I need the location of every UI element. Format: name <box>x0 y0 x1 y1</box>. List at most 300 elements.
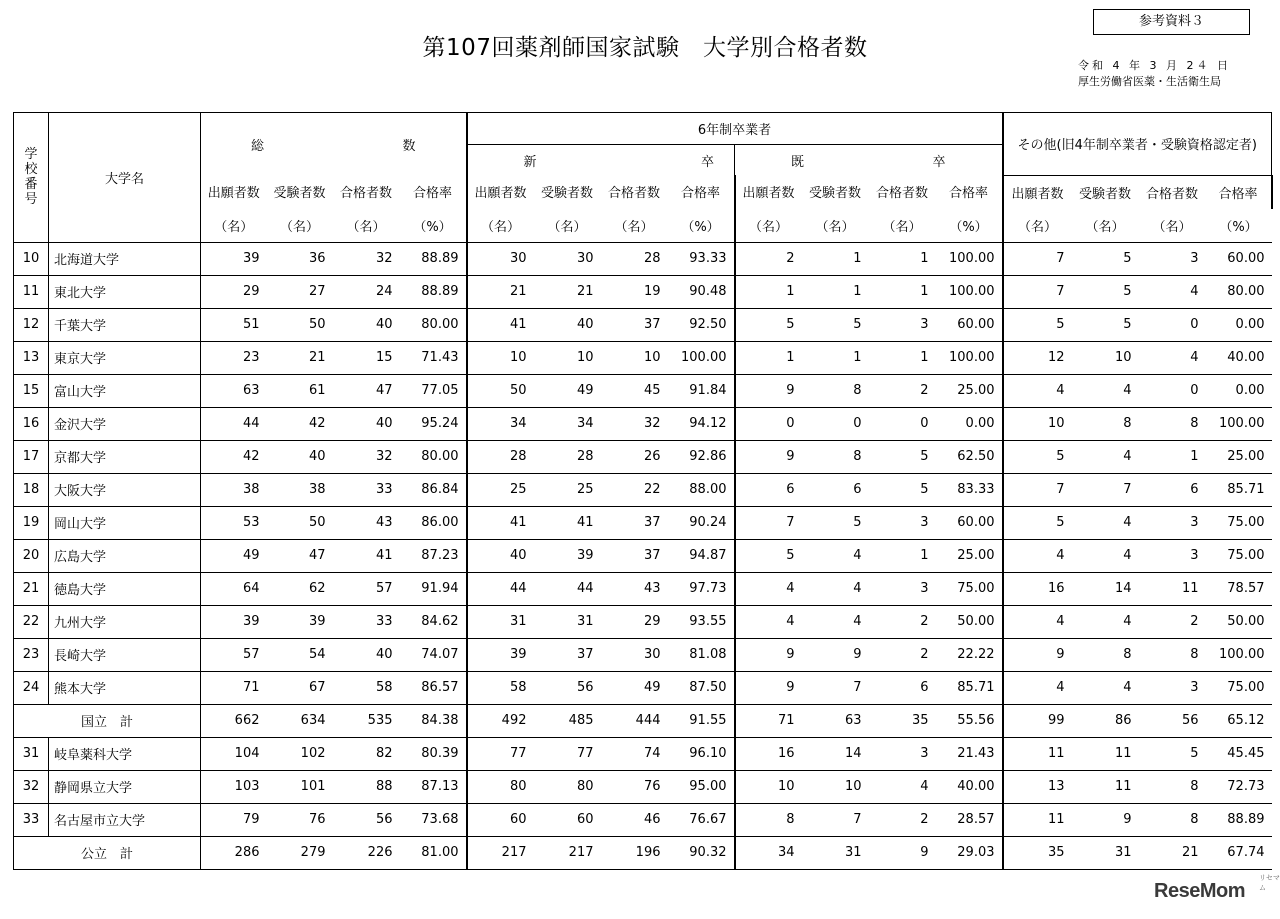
table-cell: 60 <box>534 803 601 836</box>
table-cell: 92.86 <box>668 440 735 473</box>
column-unit: （名） <box>869 209 936 243</box>
table-cell: 31 <box>802 836 869 869</box>
table-row <box>14 539 1272 572</box>
table-cell: 39 <box>467 638 534 671</box>
table-cell: 91.55 <box>668 704 735 737</box>
table-cell: 39 <box>201 605 267 638</box>
table-cell: 634 <box>267 704 333 737</box>
table-cell: 2 <box>869 605 936 638</box>
table-cell: 11 <box>1072 737 1139 770</box>
univ-name: 広島大学 <box>49 539 201 572</box>
univ-name: 千葉大学 <box>49 308 201 341</box>
table-cell: 84.38 <box>400 704 467 737</box>
table-cell: 25 <box>467 473 534 506</box>
column-label: 合格者数 <box>607 186 660 202</box>
table-cell: 67.74 <box>1206 836 1272 869</box>
table-cell: 14 <box>1072 572 1139 605</box>
table-cell: 26 <box>601 440 668 473</box>
table-cell: 93.33 <box>668 242 735 275</box>
table-cell: 100.00 <box>1206 638 1272 671</box>
table-cell: 88 <box>333 770 400 803</box>
table-cell: 90.24 <box>668 506 735 539</box>
column-unit: （%） <box>1206 209 1272 243</box>
table-cell: 1 <box>869 341 936 374</box>
table-cell: 82 <box>333 737 400 770</box>
univ-name: 東北大学 <box>49 275 201 308</box>
table-cell: 21.43 <box>936 737 1003 770</box>
table-cell: 1 <box>1139 440 1206 473</box>
table-cell: 71.43 <box>400 341 467 374</box>
table-cell: 15 <box>333 341 400 374</box>
table-cell: 5 <box>735 308 802 341</box>
table-cell: 92.50 <box>668 308 735 341</box>
header-new-grad: 新 卒 <box>467 145 735 176</box>
table-cell: 7 <box>1003 275 1072 308</box>
table-cell: 21 <box>467 275 534 308</box>
column-unit: （名） <box>601 209 668 243</box>
table-cell: 25.00 <box>1206 440 1272 473</box>
table-cell: 492 <box>467 704 534 737</box>
column-label: 受験者数 <box>273 186 326 202</box>
table-cell: 9 <box>735 440 802 473</box>
table-cell: 32 <box>333 440 400 473</box>
table-cell: 34 <box>467 407 534 440</box>
table-cell: 444 <box>601 704 668 737</box>
table-cell: 60.00 <box>1206 242 1272 275</box>
header-six-year: 6年制卒業者 <box>467 113 1003 145</box>
table-cell: 58 <box>467 671 534 704</box>
table-cell: 80.00 <box>400 308 467 341</box>
table-cell: 53 <box>201 506 267 539</box>
table-cell: 3 <box>869 506 936 539</box>
table-cell: 50.00 <box>936 605 1003 638</box>
table-cell: 72.73 <box>1206 770 1272 803</box>
table-cell: 57 <box>333 572 400 605</box>
table-cell: 29 <box>201 275 267 308</box>
table-cell: 10 <box>534 341 601 374</box>
table-cell: 4 <box>1072 506 1139 539</box>
univ-name: 名古屋市立大学 <box>49 803 201 836</box>
table-cell: 4 <box>1003 374 1072 407</box>
table-cell: 6 <box>735 473 802 506</box>
table-row <box>14 572 1272 605</box>
univ-name: 富山大学 <box>49 374 201 407</box>
table-cell: 71 <box>735 704 802 737</box>
table-cell: 46 <box>601 803 668 836</box>
table-cell: 61 <box>267 374 333 407</box>
resemom-logo-kana: リセマム <box>1259 874 1280 892</box>
table-cell: 8 <box>1139 407 1206 440</box>
table-cell: 79 <box>201 803 267 836</box>
univ-name: 大阪大学 <box>49 473 201 506</box>
subtotal-row <box>14 836 1272 869</box>
table-cell: 2 <box>869 803 936 836</box>
table-row <box>14 506 1272 539</box>
table-row <box>14 803 1272 836</box>
table-cell: 88.89 <box>1206 803 1272 836</box>
table-cell: 28 <box>534 440 601 473</box>
table-cell: 76.67 <box>668 803 735 836</box>
school-no: 11 <box>14 275 49 308</box>
table-cell: 5 <box>1139 737 1206 770</box>
table-cell: 9 <box>869 836 936 869</box>
table-cell: 88.89 <box>400 275 467 308</box>
table-cell: 31 <box>534 605 601 638</box>
table-cell: 8 <box>802 440 869 473</box>
table-cell: 40 <box>333 638 400 671</box>
school-no: 23 <box>14 638 49 671</box>
header-univ-name: 大学名 <box>49 113 201 243</box>
table-cell: 31 <box>1072 836 1139 869</box>
table-cell: 56 <box>1139 704 1206 737</box>
table-cell: 286 <box>201 836 267 869</box>
table-cell: 51 <box>201 308 267 341</box>
table-cell: 47 <box>267 539 333 572</box>
school-no: 22 <box>14 605 49 638</box>
table-cell: 7 <box>802 803 869 836</box>
table-cell: 97.73 <box>668 572 735 605</box>
table-cell: 80.00 <box>1206 275 1272 308</box>
univ-name: 東京大学 <box>49 341 201 374</box>
table-cell: 7 <box>1003 473 1072 506</box>
table-cell: 4 <box>1003 539 1072 572</box>
table-cell: 67 <box>267 671 333 704</box>
table-cell: 80 <box>534 770 601 803</box>
table-cell: 103 <box>201 770 267 803</box>
column-label: 受験者数 <box>1078 186 1131 202</box>
table-row <box>14 308 1272 341</box>
table-cell: 1 <box>802 341 869 374</box>
table-cell: 25.00 <box>936 374 1003 407</box>
table-cell: 0 <box>1139 374 1206 407</box>
table-cell: 8 <box>735 803 802 836</box>
table-cell: 29 <box>601 605 668 638</box>
table-row <box>14 407 1272 440</box>
table-cell: 8 <box>1139 803 1206 836</box>
column-label: 出願者数 <box>1003 175 1072 209</box>
table-cell: 25 <box>534 473 601 506</box>
table-cell: 9 <box>735 374 802 407</box>
table-cell: 95.00 <box>668 770 735 803</box>
table-cell: 30 <box>467 242 534 275</box>
resemom-logo: ReseMom <box>1154 880 1245 902</box>
table-cell: 10 <box>735 770 802 803</box>
table-cell: 21 <box>267 341 333 374</box>
table-cell: 8 <box>1139 770 1206 803</box>
table-cell: 41 <box>333 539 400 572</box>
table-cell: 41 <box>534 506 601 539</box>
table-row <box>14 605 1272 638</box>
table-cell: 3 <box>1139 539 1206 572</box>
table-cell: 84.62 <box>400 605 467 638</box>
table-cell: 41 <box>467 308 534 341</box>
results-table <box>13 112 1273 870</box>
table-cell: 662 <box>201 704 267 737</box>
column-unit: （名） <box>802 209 869 243</box>
column-label: 合格率 <box>680 186 720 202</box>
column-unit: （%） <box>936 209 1003 243</box>
table-cell: 11 <box>1139 572 1206 605</box>
table-cell: 6 <box>802 473 869 506</box>
table-cell: 4 <box>1139 275 1206 308</box>
column-unit: （名） <box>1072 209 1139 243</box>
table-cell: 5 <box>735 539 802 572</box>
table-cell: 24 <box>333 275 400 308</box>
table-cell: 85.71 <box>936 671 1003 704</box>
school-no: 33 <box>14 803 49 836</box>
table-cell: 39 <box>267 605 333 638</box>
table-cell: 0 <box>802 407 869 440</box>
school-no: 31 <box>14 737 49 770</box>
table-body <box>14 242 1272 869</box>
table-cell: 96.10 <box>668 737 735 770</box>
table-cell: 45 <box>601 374 668 407</box>
table-cell: 63 <box>802 704 869 737</box>
table-cell: 87.13 <box>400 770 467 803</box>
table-cell: 3 <box>869 572 936 605</box>
table-cell: 49 <box>601 671 668 704</box>
page-title: 第107回薬剤師国家試験 大学別合格者数 <box>422 35 868 61</box>
table-cell: 5 <box>1003 506 1072 539</box>
table-cell: 88.89 <box>400 242 467 275</box>
school-no: 24 <box>14 671 49 704</box>
table-cell: 3 <box>869 308 936 341</box>
table-cell: 62.50 <box>936 440 1003 473</box>
header-other: その他(旧4年制卒業者・受験資格認定者) <box>1003 113 1272 176</box>
column-label: 合格率 <box>948 186 988 202</box>
table-cell: 6 <box>869 671 936 704</box>
table-cell: 64 <box>201 572 267 605</box>
table-row <box>14 440 1272 473</box>
table-cell: 28 <box>467 440 534 473</box>
table-cell: 22.22 <box>936 638 1003 671</box>
table-cell: 33 <box>333 473 400 506</box>
column-unit: （名） <box>735 209 802 243</box>
table-cell: 9 <box>1003 638 1072 671</box>
table-cell: 56 <box>534 671 601 704</box>
table-cell: 30 <box>601 638 668 671</box>
school-no: 12 <box>14 308 49 341</box>
column-unit: （名） <box>1139 209 1206 243</box>
school-no: 15 <box>14 374 49 407</box>
table-cell: 4 <box>1003 671 1072 704</box>
table-cell: 81.00 <box>400 836 467 869</box>
table-cell: 91.84 <box>668 374 735 407</box>
table-cell: 41 <box>467 506 534 539</box>
table-cell: 44 <box>534 572 601 605</box>
table-cell: 10 <box>802 770 869 803</box>
table-cell: 1 <box>869 242 936 275</box>
table-cell: 75.00 <box>1206 506 1272 539</box>
table-cell: 43 <box>333 506 400 539</box>
table-cell: 40 <box>267 440 333 473</box>
subtotal-label: 公立 計 <box>14 836 201 869</box>
table-row <box>14 275 1272 308</box>
table-cell: 40.00 <box>1206 341 1272 374</box>
table-cell: 35 <box>869 704 936 737</box>
table-cell: 87.50 <box>668 671 735 704</box>
school-no: 19 <box>14 506 49 539</box>
table-cell: 7 <box>1003 242 1072 275</box>
table-cell: 8 <box>1139 638 1206 671</box>
column-unit: （名） <box>1003 209 1072 243</box>
table-cell: 1 <box>802 275 869 308</box>
table-cell: 38 <box>201 473 267 506</box>
table-cell: 16 <box>1003 572 1072 605</box>
table-cell: 50.00 <box>1206 605 1272 638</box>
issuing-org: 厚生労働省医薬・生活衛生局 <box>1078 75 1221 88</box>
table-cell: 9 <box>1072 803 1139 836</box>
column-unit: （名） <box>534 209 601 243</box>
school-no: 16 <box>14 407 49 440</box>
column-unit: （%） <box>668 209 735 243</box>
table-cell: 279 <box>267 836 333 869</box>
table-cell: 4 <box>1072 539 1139 572</box>
table-cell: 50 <box>267 506 333 539</box>
table-cell: 4 <box>735 572 802 605</box>
column-label: 出願者数 <box>467 175 534 209</box>
table-row <box>14 737 1272 770</box>
table-cell: 2 <box>1139 605 1206 638</box>
column-unit: （名） <box>467 209 534 243</box>
column-unit: （名） <box>267 209 333 243</box>
table-cell: 7 <box>1072 473 1139 506</box>
table-cell: 8 <box>802 374 869 407</box>
school-no: 21 <box>14 572 49 605</box>
table-cell: 94.12 <box>668 407 735 440</box>
table-cell: 75.00 <box>1206 671 1272 704</box>
table-cell: 2 <box>869 374 936 407</box>
table-cell: 37 <box>601 539 668 572</box>
table-cell: 33 <box>333 605 400 638</box>
table-cell: 4 <box>869 770 936 803</box>
table-cell: 56 <box>333 803 400 836</box>
table-cell: 32 <box>333 242 400 275</box>
table-cell: 6 <box>1139 473 1206 506</box>
table-cell: 100.00 <box>936 275 1003 308</box>
column-label: 合格率 <box>1206 175 1272 209</box>
table-cell: 7 <box>735 506 802 539</box>
table-cell: 100.00 <box>936 341 1003 374</box>
table-cell: 3 <box>1139 506 1206 539</box>
table-cell: 7 <box>802 671 869 704</box>
table-cell: 12 <box>1003 341 1072 374</box>
units-row <box>14 209 1272 243</box>
table-cell: 0 <box>1139 308 1206 341</box>
table-row <box>14 341 1272 374</box>
table-cell: 42 <box>201 440 267 473</box>
table-cell: 60.00 <box>936 506 1003 539</box>
table-cell: 44 <box>201 407 267 440</box>
school-no: 32 <box>14 770 49 803</box>
table-cell: 40 <box>467 539 534 572</box>
table-cell: 0 <box>869 407 936 440</box>
table-cell: 49 <box>534 374 601 407</box>
table-cell: 75.00 <box>1206 539 1272 572</box>
school-no: 18 <box>14 473 49 506</box>
table-cell: 9 <box>735 638 802 671</box>
table-cell: 4 <box>1072 671 1139 704</box>
table-cell: 11 <box>1003 737 1072 770</box>
table-cell: 21 <box>1139 836 1206 869</box>
table-cell: 11 <box>1072 770 1139 803</box>
reference-label: 参考資料３ <box>1093 9 1250 35</box>
table-cell: 76 <box>267 803 333 836</box>
column-unit: （名） <box>333 209 400 243</box>
table-cell: 63 <box>201 374 267 407</box>
table-cell: 3 <box>1139 671 1206 704</box>
table-cell: 39 <box>201 242 267 275</box>
table-cell: 30 <box>534 242 601 275</box>
table-cell: 5 <box>1072 275 1139 308</box>
table-cell: 91.94 <box>400 572 467 605</box>
column-unit: （名） <box>201 209 267 243</box>
table-cell: 5 <box>1003 308 1072 341</box>
table-cell: 39 <box>534 539 601 572</box>
table-cell: 90.48 <box>668 275 735 308</box>
table-cell: 88.00 <box>668 473 735 506</box>
table-cell: 9 <box>735 671 802 704</box>
column-unit: （%） <box>400 209 467 243</box>
column-label: 出願者数 <box>735 175 802 209</box>
issue-date: 令和 4 年 3 月 2４ 日 <box>1078 59 1231 72</box>
table-row <box>14 374 1272 407</box>
table-cell: 25.00 <box>936 539 1003 572</box>
table-cell: 5 <box>1072 242 1139 275</box>
table-cell: 40 <box>333 407 400 440</box>
table-cell: 3 <box>1139 242 1206 275</box>
univ-name: 岡山大学 <box>49 506 201 539</box>
table-row <box>14 473 1272 506</box>
table-cell: 40 <box>333 308 400 341</box>
univ-name: 九州大学 <box>49 605 201 638</box>
subtotal-label: 国立 計 <box>14 704 201 737</box>
table-cell: 81.08 <box>668 638 735 671</box>
table-cell: 83.33 <box>936 473 1003 506</box>
table-cell: 29.03 <box>936 836 1003 869</box>
table-cell: 45.45 <box>1206 737 1272 770</box>
table-cell: 4 <box>802 572 869 605</box>
table-cell: 93.55 <box>668 605 735 638</box>
table-cell: 49 <box>201 539 267 572</box>
column-label: 合格者数 <box>339 186 392 202</box>
table-cell: 1 <box>869 275 936 308</box>
table-cell: 8 <box>1072 407 1139 440</box>
table-cell: 86.57 <box>400 671 467 704</box>
table-cell: 58 <box>333 671 400 704</box>
table-cell: 0 <box>735 407 802 440</box>
table-row <box>14 671 1272 704</box>
table-cell: 16 <box>735 737 802 770</box>
table-cell: 1 <box>735 275 802 308</box>
table-cell: 485 <box>534 704 601 737</box>
table-cell: 104 <box>201 737 267 770</box>
table-cell: 4 <box>1003 605 1072 638</box>
table-row <box>14 638 1272 671</box>
table-cell: 90.32 <box>668 836 735 869</box>
table-cell: 62 <box>267 572 333 605</box>
column-label: 出願者数 <box>201 175 267 209</box>
table-cell: 40.00 <box>936 770 1003 803</box>
school-no: 17 <box>14 440 49 473</box>
table-cell: 226 <box>333 836 400 869</box>
table-cell: 86.84 <box>400 473 467 506</box>
table-cell: 5 <box>802 506 869 539</box>
table-cell: 74.07 <box>400 638 467 671</box>
table-cell: 28 <box>601 242 668 275</box>
univ-name: 北海道大学 <box>49 242 201 275</box>
table-row <box>14 770 1272 803</box>
